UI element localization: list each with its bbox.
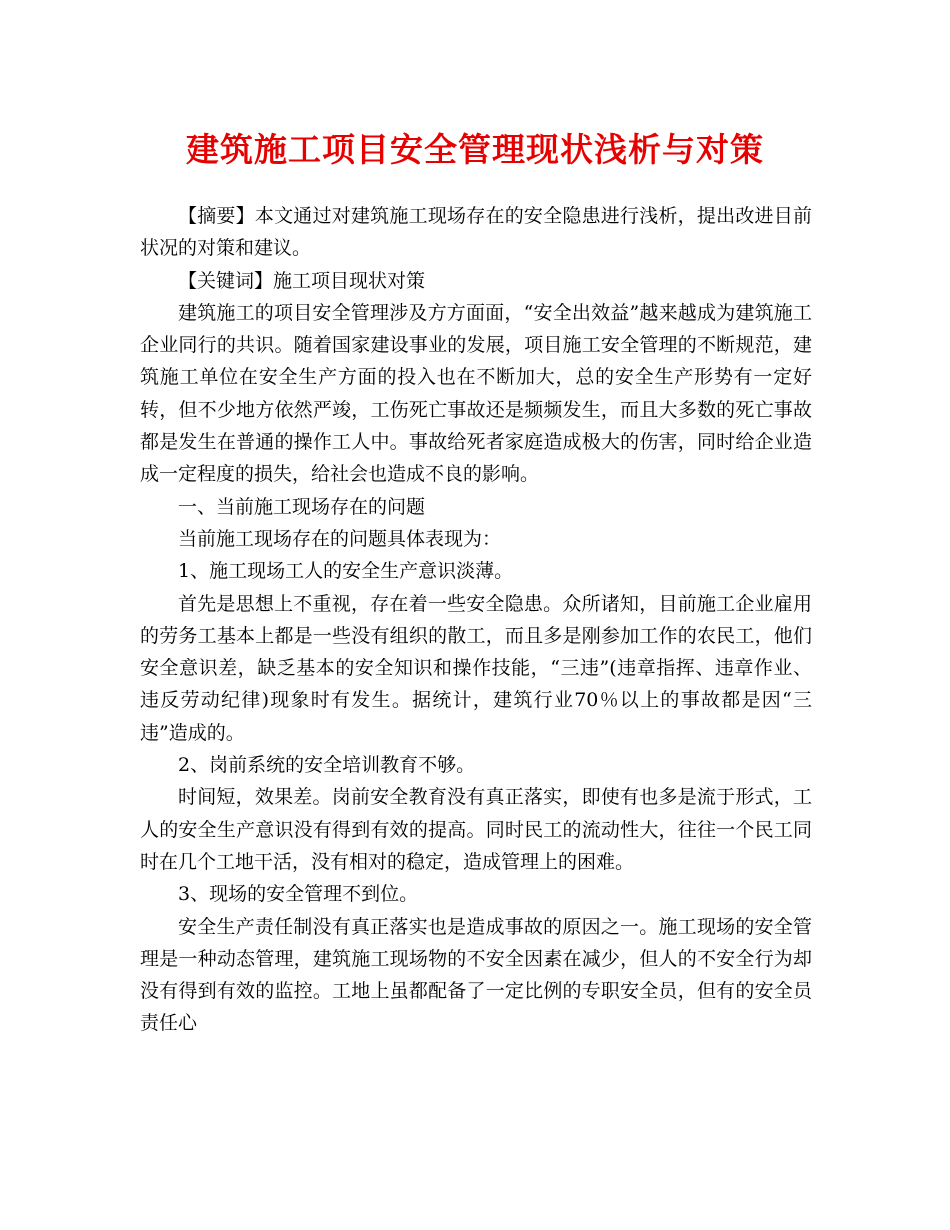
subsection-heading: 1、施工现场工人的安全生产意识淡薄。 [178, 560, 514, 583]
paragraph: 当前施工现场存在的问题具体表现为： [178, 527, 502, 550]
paragraph: 首先是思想上不重视，存在着一些安全隐患。众所诸知，目前施工企业雇用的劳务工基本上都是一些没有组织的散工，而且多是刚参加工作的农民工，他们安全意识差，缺乏基本的安全知识和操作技能，“三违”(违章指挥、违章作业、违反劳动纪律)现象时有发生。据统计，建筑行业70％以上的事故都是因“三违”造成的。 [140, 592, 812, 744]
document-body [140, 200, 812, 1040]
section-heading: 一、当前施工现场存在的问题 [178, 495, 426, 518]
paragraph-intro: 建筑施工的项目安全管理涉及方方面面，“安全出效益”越来越成为建筑施工企业同行的共识。随着国家建设事业的发展，项目施工安全管理的不断规范，建筑施工单位在安全生产方面的投入也在不断加大，总的安全生产形势有一定好转，但不少地方依然严竣，工伤死亡事故还是频频发生，而且大多数的死亡事故都是发生在普通的操作工人中。事故给死者家庭造成极大的伤害，同时给企业造成一定程度的损失，给社会也造成不良的影响。 [140, 301, 812, 486]
paragraph: 时间短，效果差。岗前安全教育没有真正落实，即使有也多是流于形式，工人的安全生产意识没有得到有效的提高。同时民工的流动性大，往往一个民工同时在几个工地干活，没有相对的稳定，造成管理上的困难。 [140, 786, 812, 873]
paragraph: 安全生产责任制没有真正落实也是造成事故的原因之一。施工现场的安全管理是一种动态管理，建筑施工现场物的不安全因素在减少，但人的不安全行为却没有得到有效的监控。工地上虽都配备了一定比例的专职安全员，但有的安全员责任心 [140, 915, 812, 1035]
subsection-heading: 2、岗前系统的安全培训教育不够。 [178, 754, 476, 777]
paragraph-abstract: 【摘要】本文通过对建筑施工现场存在的安全隐患进行浅析，提出改进目前状况的对策和建议。 [140, 205, 812, 260]
document-title: 建筑施工项目安全管理现状浅析与对策 [186, 130, 764, 169]
paragraph-keywords: 【关键词】施工项目现状对策 [178, 269, 426, 292]
subsection-heading: 3、现场的安全管理不到位。 [178, 883, 419, 906]
